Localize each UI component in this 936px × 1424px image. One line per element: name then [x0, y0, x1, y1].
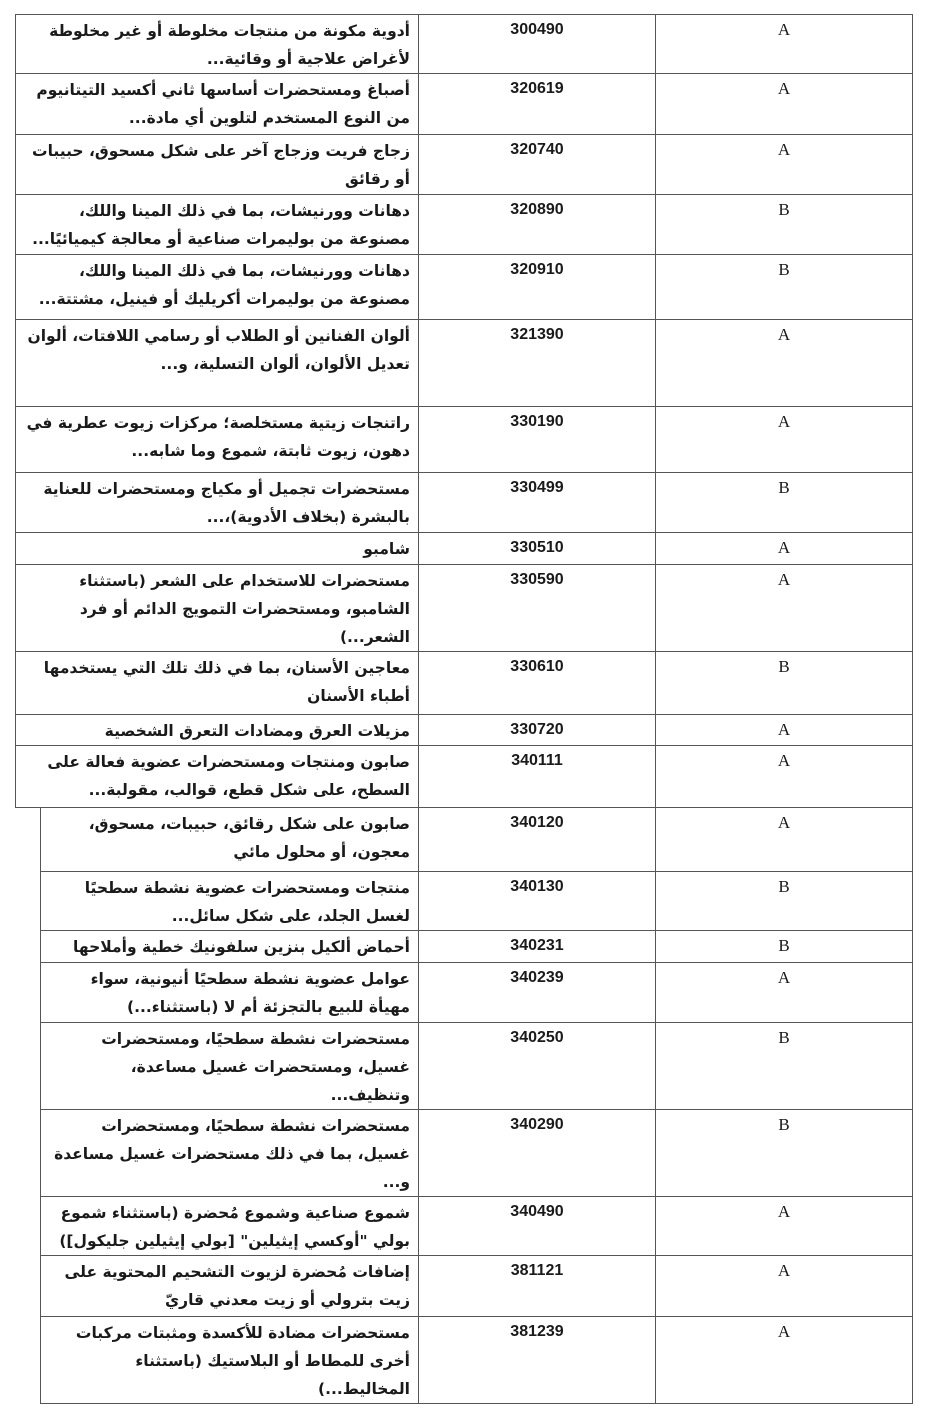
- product-description: مستحضرات تجميل أو مكياج ومستحضرات للعناية بالبشرة (بخلاف الأدوية)،...: [16, 473, 419, 533]
- product-description: ألوان الفنانين أو الطلاب أو رسامي اللافتات، ألوان تعديل الألوان، ألوان التسلية، و...: [16, 320, 419, 407]
- category-class: A: [656, 15, 913, 74]
- category-class: B: [656, 195, 913, 255]
- product-description: مستحضرات مضادة للأكسدة ومثبتات مركبات أخرى للمطاط أو البلاستيك (باستثناء المخاليط...): [41, 1317, 419, 1404]
- product-description: دهانات وورنيشات، بما في ذلك المينا واللك، مصنوعة من بوليمرات صناعية أو معالجة كيميائيًا...: [16, 195, 419, 255]
- category-class: B: [656, 1110, 913, 1197]
- product-description: إضافات مُحضرة لزيوت التشحيم المحتوية على زيت بترولي أو زيت معدني قاريّ: [41, 1256, 419, 1317]
- table-row: [41, 963, 913, 1023]
- product-description: أصباغ ومستحضرات أساسها ثاني أكسيد التيتانيوم من النوع المستخدم لتلوين أي مادة...: [16, 74, 419, 135]
- hs-code: 321390: [419, 320, 656, 407]
- category-class: A: [656, 746, 913, 808]
- hs-code: 330190: [419, 407, 656, 473]
- hs-code: 330720: [419, 715, 656, 746]
- category-class: B: [656, 255, 913, 320]
- table-row: [41, 1317, 913, 1404]
- hs-code: 340290: [419, 1110, 656, 1197]
- hs-code: 381121: [419, 1256, 656, 1317]
- category-class: B: [656, 473, 913, 533]
- product-description: مستحضرات نشطة سطحيًا، ومستحضرات غسيل، بما في ذلك مستحضرات غسيل مساعدة و...: [41, 1110, 419, 1197]
- table-row: [41, 1197, 913, 1256]
- table-row: [16, 320, 913, 407]
- hs-code: 340250: [419, 1023, 656, 1110]
- hs-code: 340239: [419, 963, 656, 1023]
- table-row: [41, 872, 913, 931]
- category-class: B: [656, 872, 913, 931]
- hs-code: 330610: [419, 652, 656, 715]
- product-description: مزيلات العرق ومضادات التعرق الشخصية: [16, 715, 419, 746]
- tariff-table-upper: [15, 14, 913, 808]
- category-class: A: [656, 963, 913, 1023]
- category-class: B: [656, 1023, 913, 1110]
- hs-code: 300490: [419, 15, 656, 74]
- category-class: A: [656, 808, 913, 872]
- table-row: [16, 255, 913, 320]
- product-description: معاجين الأسنان، بما في ذلك تلك التي يستخدمها أطباء الأسنان: [16, 652, 419, 715]
- product-description: صابون ومنتجات ومستحضرات عضوية فعالة على السطح، على شكل قطع، قوالب، مقولبة...: [16, 746, 419, 808]
- hs-code: 320910: [419, 255, 656, 320]
- product-description: أدوية مكونة من منتجات مخلوطة أو غير مخلوطة لأغراض علاجية أو وقائية...: [16, 15, 419, 74]
- table-row: [41, 808, 913, 872]
- table-row: [16, 74, 913, 135]
- category-class: B: [656, 652, 913, 715]
- product-description: أحماض ألكيل بنزين سلفونيك خطية وأملاحها: [41, 931, 419, 963]
- table-row: [16, 473, 913, 533]
- product-description: راتنجات زيتية مستخلصة؛ مركزات زيوت عطرية في دهون، زيوت ثابتة، شموع وما شابه...: [16, 407, 419, 473]
- category-class: A: [656, 565, 913, 652]
- category-class: A: [656, 135, 913, 195]
- category-class: A: [656, 1256, 913, 1317]
- category-class: A: [656, 533, 913, 565]
- product-description: منتجات ومستحضرات عضوية نشطة سطحيًا لغسل الجلد، على شكل سائل...: [41, 872, 419, 931]
- table-row: [16, 15, 913, 74]
- table-row: [16, 746, 913, 808]
- hs-code: 330499: [419, 473, 656, 533]
- table-row: [16, 407, 913, 473]
- hs-code: 320890: [419, 195, 656, 255]
- table-row: [41, 931, 913, 963]
- table-row: [16, 135, 913, 195]
- product-description: شموع صناعية وشموع مُحضرة (باستثناء شموع بولي "أوكسي إيثيلين" [بولي إيثيلين جليكول]): [41, 1197, 419, 1256]
- product-description: شامبو: [16, 533, 419, 565]
- hs-code: 340231: [419, 931, 656, 963]
- hs-code: 330510: [419, 533, 656, 565]
- product-description: مستحضرات نشطة سطحيًا، ومستحضرات غسيل، ومستحضرات غسيل مساعدة، وتنظيف...: [41, 1023, 419, 1110]
- product-description: عوامل عضوية نشطة سطحيًا أنيونية، سواء مهيأة للبيع بالتجزئة أم لا (باستثناء...): [41, 963, 419, 1023]
- category-class: A: [656, 74, 913, 135]
- table-row: [16, 533, 913, 565]
- table-row: [16, 715, 913, 746]
- category-class: A: [656, 1197, 913, 1256]
- hs-code: 340490: [419, 1197, 656, 1256]
- table-row: [16, 565, 913, 652]
- hs-code: 340120: [419, 808, 656, 872]
- hs-code: 340130: [419, 872, 656, 931]
- category-class: A: [656, 715, 913, 746]
- table-row: [16, 195, 913, 255]
- table-row: [41, 1023, 913, 1110]
- product-description: مستحضرات للاستخدام على الشعر (باستثناء الشامبو، ومستحضرات التمويج الدائم أو فرد الشعر...): [16, 565, 419, 652]
- product-description: زجاج فريت وزجاج آخر على شكل مسحوق، حبيبات أو رقائق: [16, 135, 419, 195]
- category-class: A: [656, 320, 913, 407]
- hs-code: 320740: [419, 135, 656, 195]
- table-row: [41, 1110, 913, 1197]
- hs-code: 381239: [419, 1317, 656, 1404]
- category-class: A: [656, 1317, 913, 1404]
- category-class: B: [656, 931, 913, 963]
- hs-code: 330590: [419, 565, 656, 652]
- category-class: A: [656, 407, 913, 473]
- product-description: صابون على شكل رقائق، حبيبات، مسحوق، معجون، أو محلول مائي: [41, 808, 419, 872]
- product-description: دهانات وورنيشات، بما في ذلك المينا واللك، مصنوعة من بوليمرات أكريليك أو فينيل، مشتتة...: [16, 255, 419, 320]
- hs-code: 340111: [419, 746, 656, 808]
- table-row: [16, 652, 913, 715]
- table-row: [41, 1256, 913, 1317]
- tariff-table-lower: [40, 807, 913, 1404]
- hs-code: 320619: [419, 74, 656, 135]
